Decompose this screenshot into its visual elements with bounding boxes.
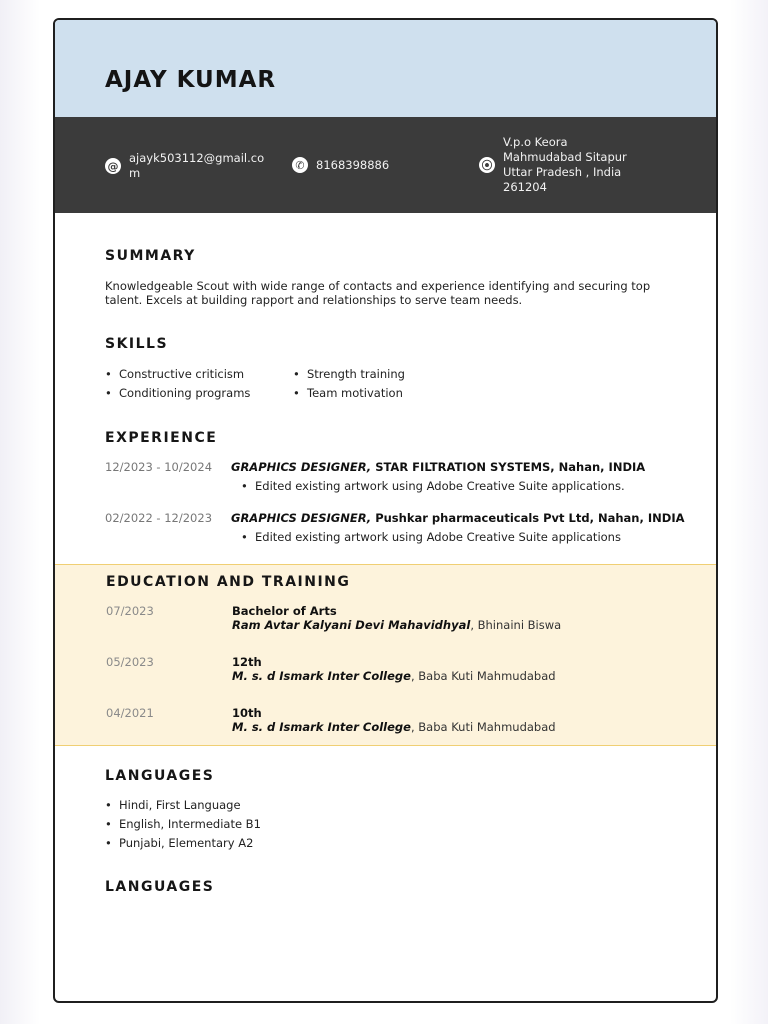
education-school bbox=[232, 669, 556, 684]
list-item: • Team motivation bbox=[293, 384, 405, 403]
experience-heading: EXPERIENCE bbox=[105, 430, 218, 446]
education-date: 05/2023 bbox=[106, 655, 154, 669]
at-icon: @ bbox=[105, 158, 121, 174]
school-location: , Baba Kuti Mahmudabad bbox=[410, 720, 556, 734]
school-name: M. s. d Ismark Inter College bbox=[232, 720, 411, 734]
skills-list-left bbox=[105, 365, 250, 403]
list-item: • English, Intermediate B1 bbox=[105, 815, 261, 834]
education-heading: EDUCATION AND TRAINING bbox=[106, 574, 351, 590]
contact-bar bbox=[55, 117, 716, 213]
job-role: GRAPHICS DESIGNER, bbox=[231, 460, 372, 474]
list-item: • Punjabi, Elementary A2 bbox=[105, 834, 261, 853]
experience-title bbox=[231, 460, 645, 474]
education-degree: 12th bbox=[232, 655, 262, 669]
list-item: • Strength training bbox=[293, 365, 405, 384]
email-text[interactable]: ajayk503112@gmail.com bbox=[129, 151, 265, 180]
languages-heading: LANGUAGES bbox=[105, 768, 215, 784]
list-item: • Hindi, First Language bbox=[105, 796, 261, 815]
skills-heading: SKILLS bbox=[105, 336, 169, 352]
candidate-name: AJAY KUMAR bbox=[105, 67, 277, 93]
skills-list-right bbox=[293, 365, 405, 403]
school-name: M. s. d Ismark Inter College bbox=[232, 669, 411, 683]
phone-icon: ✆ bbox=[292, 157, 308, 173]
experience-title bbox=[231, 511, 685, 525]
education-degree: 10th bbox=[232, 706, 262, 720]
experience-dates: 02/2022 - 12/2023 bbox=[105, 511, 213, 525]
experience-bullet: • Edited existing artwork using Adobe Creative Suite applications. bbox=[241, 479, 625, 493]
summary-heading: SUMMARY bbox=[105, 248, 196, 264]
company-name: STAR FILTRATION SYSTEMS, Nahan, INDIA bbox=[375, 460, 646, 474]
list-item: • Conditioning programs bbox=[105, 384, 250, 403]
school-location: , Baba Kuti Mahmudabad bbox=[410, 669, 556, 683]
contact-email bbox=[105, 151, 269, 181]
education-section bbox=[53, 564, 718, 746]
contact-phone bbox=[292, 157, 389, 173]
education-school bbox=[232, 720, 556, 735]
contact-address bbox=[479, 135, 643, 195]
company-name: Pushkar pharmaceuticals Pvt Ltd, Nahan, INDIA bbox=[375, 511, 685, 525]
education-date: 04/2021 bbox=[106, 706, 154, 720]
languages-list bbox=[105, 796, 261, 853]
list-item: • Constructive criticism bbox=[105, 365, 250, 384]
resume-page bbox=[53, 18, 718, 1003]
job-role: GRAPHICS DESIGNER, bbox=[231, 511, 372, 525]
education-date: 07/2023 bbox=[106, 604, 154, 618]
phone-text[interactable]: 8168398886 bbox=[316, 157, 390, 172]
education-degree: Bachelor of Arts bbox=[232, 604, 337, 618]
location-pin-icon: ⦿ bbox=[479, 157, 495, 173]
school-name: Ram Avtar Kalyani Devi Mahavidhyal bbox=[232, 618, 471, 632]
resume-header bbox=[55, 20, 716, 117]
experience-bullet: • Edited existing artwork using Adobe Creative Suite applications bbox=[241, 530, 621, 544]
experience-dates: 12/2023 - 10/2024 bbox=[105, 460, 213, 474]
languages-heading-2: LANGUAGES bbox=[105, 879, 215, 895]
education-school bbox=[232, 618, 561, 633]
summary-text: Knowledgeable Scout with wide range of contacts and experience identifying and securing top talent. Excels at building rapport and relationships to serve team needs. bbox=[105, 279, 651, 307]
school-location: , Bhinaini Biswa bbox=[470, 618, 562, 632]
address-text: V.p.o Keora Mahmudabad Sitapur Uttar Pradesh , India 261204 bbox=[503, 135, 627, 194]
